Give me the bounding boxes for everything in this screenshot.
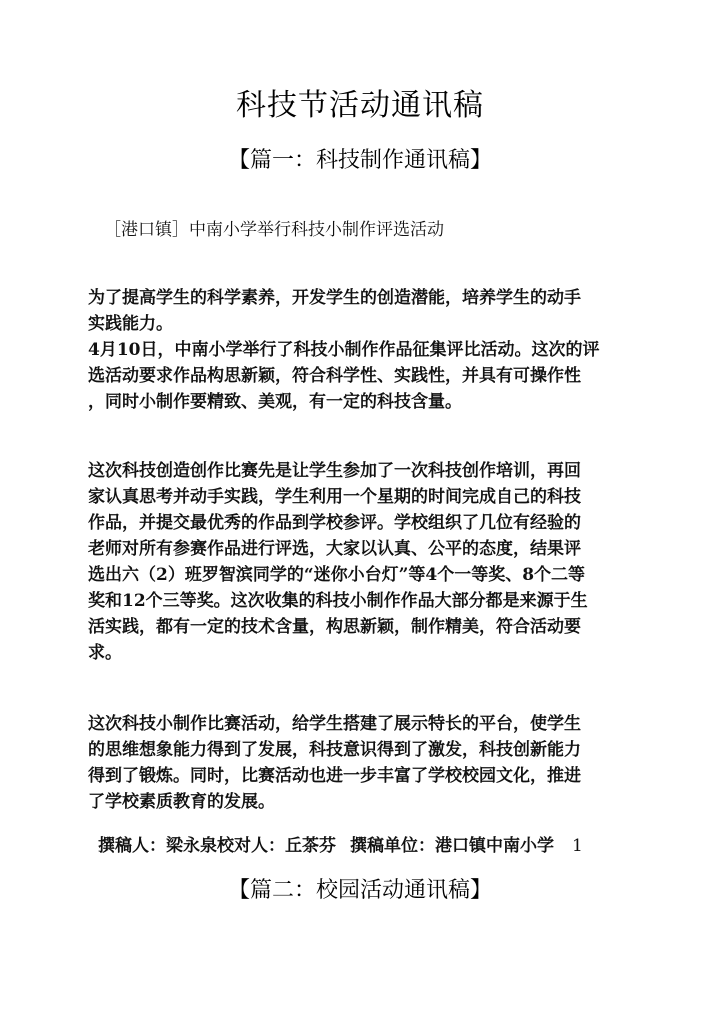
text-line: 老师对所有参赛作品进行评选，大家以认真、公平的态度，结果评 xyxy=(88,539,581,559)
document-title: 科技节活动通讯稿 xyxy=(236,88,484,123)
news-dateline: ［港口镇］中南小学举行科技小制作评选活动 xyxy=(104,220,444,240)
text-line: 为了提高学生的科学素养，开发学生的创造潜能，培养学生的动手 xyxy=(88,288,581,308)
text-line: 求。 xyxy=(88,643,122,663)
text-line: 活实践，都有一定的技术含量，构思新颖，制作精美，符合活动要 xyxy=(88,617,581,637)
section-heading-1: 【篇一：科技制作通讯稿】 xyxy=(227,148,492,173)
proofreader-credit: 校对人：丘茶芬 xyxy=(217,836,336,856)
page-number: 1 xyxy=(572,836,583,856)
writer-credit: 撰稿人：梁永泉 xyxy=(98,836,217,856)
credits-line xyxy=(98,833,583,859)
text-line: 作品，并提交最优秀的作品到学校参评。学校组织了几位有经验的 xyxy=(88,513,581,533)
text-line: 这次科技创造创作比赛先是让学生参加了一次科技创作培训，再回 xyxy=(88,461,581,481)
text-line: 奖和12个三等奖。这次收集的科技小制作作品大部分都是来源于生 xyxy=(88,591,588,611)
text-line: 家认真思考并动手实践，学生利用一个星期的时间完成自己的科技 xyxy=(88,487,581,507)
section-heading-2: 【篇二：校园活动通讯稿】 xyxy=(227,878,492,903)
paragraph-3 xyxy=(88,711,636,815)
text-line: 得到了锻炼。同时，比赛活动也进一步丰富了学校校园文化，推进 xyxy=(88,766,581,786)
text-line: 实践能力。 xyxy=(88,314,173,334)
unit-credit: 撰稿单位：港口镇中南小学 xyxy=(350,836,554,856)
paragraph-1 xyxy=(88,285,636,415)
text-line: 选活动要求作品构思新颖，符合科学性、实践性，并具有可操作性 xyxy=(88,366,581,386)
paragraph-2 xyxy=(88,458,636,666)
text-line: 这次科技小制作比赛活动，给学生搭建了展示特长的平台，使学生 xyxy=(88,714,581,734)
text-line: ，同时小制作要精致、美观，有一定的科技含量。 xyxy=(88,392,462,412)
text-line: 4月10日，中南小学举行了科技小制作作品征集评比活动。这次的评 xyxy=(88,340,600,360)
text-line: 的思维想象能力得到了发展，科技意识得到了激发，科技创新能力 xyxy=(88,740,581,760)
text-line: 了学校素质教育的发展。 xyxy=(88,792,275,812)
text-line: 选出六（2）班罗智滨同学的“迷你小台灯”等4个一等奖、8个二等 xyxy=(88,565,586,585)
